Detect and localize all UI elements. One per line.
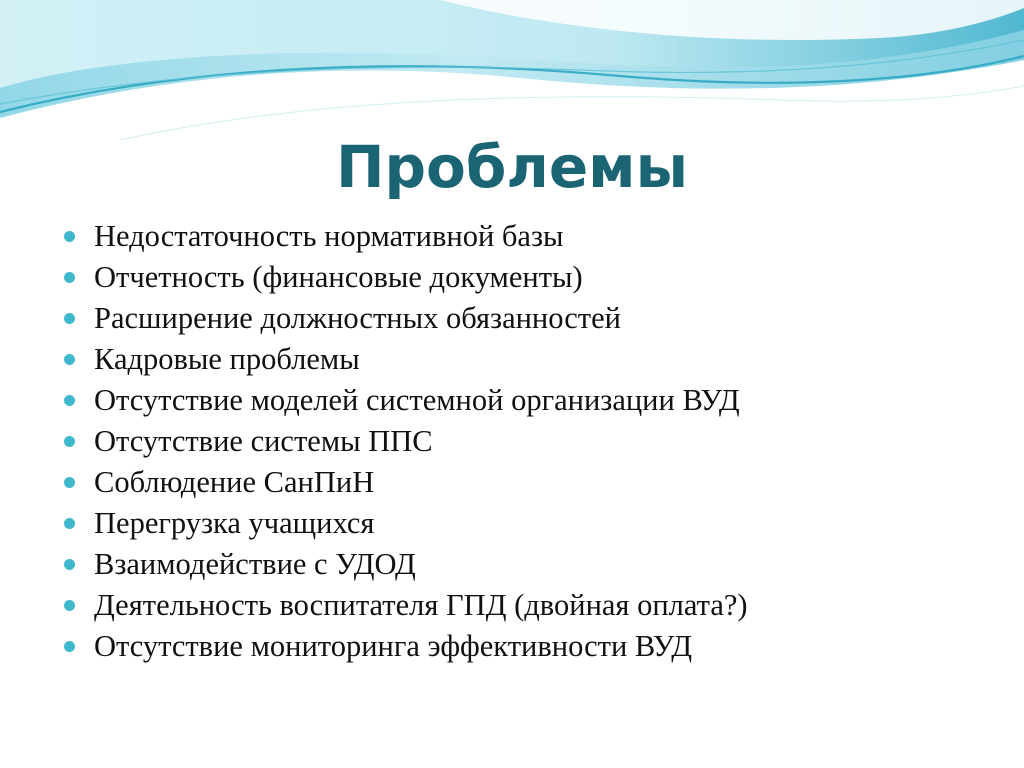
list-item — [64, 585, 984, 626]
list-item-text: Отсутствие системы ППС — [94, 424, 433, 458]
bullet-icon — [64, 641, 75, 652]
list-item — [64, 257, 984, 298]
slide-title: Проблемы — [335, 133, 689, 201]
list-item-text: Деятельность воспитателя ГПД (двойная оплата?) — [94, 588, 748, 622]
bullet-icon — [64, 231, 75, 242]
list-item-text: Перегрузка учащихся — [94, 506, 375, 540]
list-item-text: Кадровые проблемы — [94, 342, 360, 376]
list-item-text: Расширение должностных обязанностей — [94, 301, 621, 335]
bullet-icon — [64, 436, 75, 447]
bullet-icon — [64, 600, 75, 611]
list-item — [64, 462, 984, 503]
bullet-icon — [64, 395, 75, 406]
list-item-text: Отсутствие моделей системной организации ВУД — [94, 383, 740, 417]
list-item — [64, 503, 984, 544]
bullet-icon — [64, 272, 75, 283]
bullet-icon — [64, 354, 75, 365]
bullet-icon — [64, 559, 75, 570]
list-item-text: Соблюдение СанПиН — [94, 465, 375, 499]
list-item-text: Недостаточность нормативной базы — [94, 219, 564, 253]
problem-list — [64, 216, 984, 667]
list-item — [64, 339, 984, 380]
bullet-icon — [64, 518, 75, 529]
list-item — [64, 626, 984, 667]
list-item — [64, 298, 984, 339]
list-item — [64, 380, 984, 421]
list-item-text: Взаимодействие с УДОД — [94, 547, 416, 581]
list-item — [64, 421, 984, 462]
bullet-icon — [64, 477, 75, 488]
list-item — [64, 216, 984, 257]
list-item-text: Отсутствие мониторинга эффективности ВУД — [94, 629, 693, 663]
list-item — [64, 544, 984, 585]
bullet-icon — [64, 313, 75, 324]
decorative-wave-header — [0, 0, 1024, 140]
list-item-text: Отчетность (финансовые документы) — [94, 260, 583, 294]
